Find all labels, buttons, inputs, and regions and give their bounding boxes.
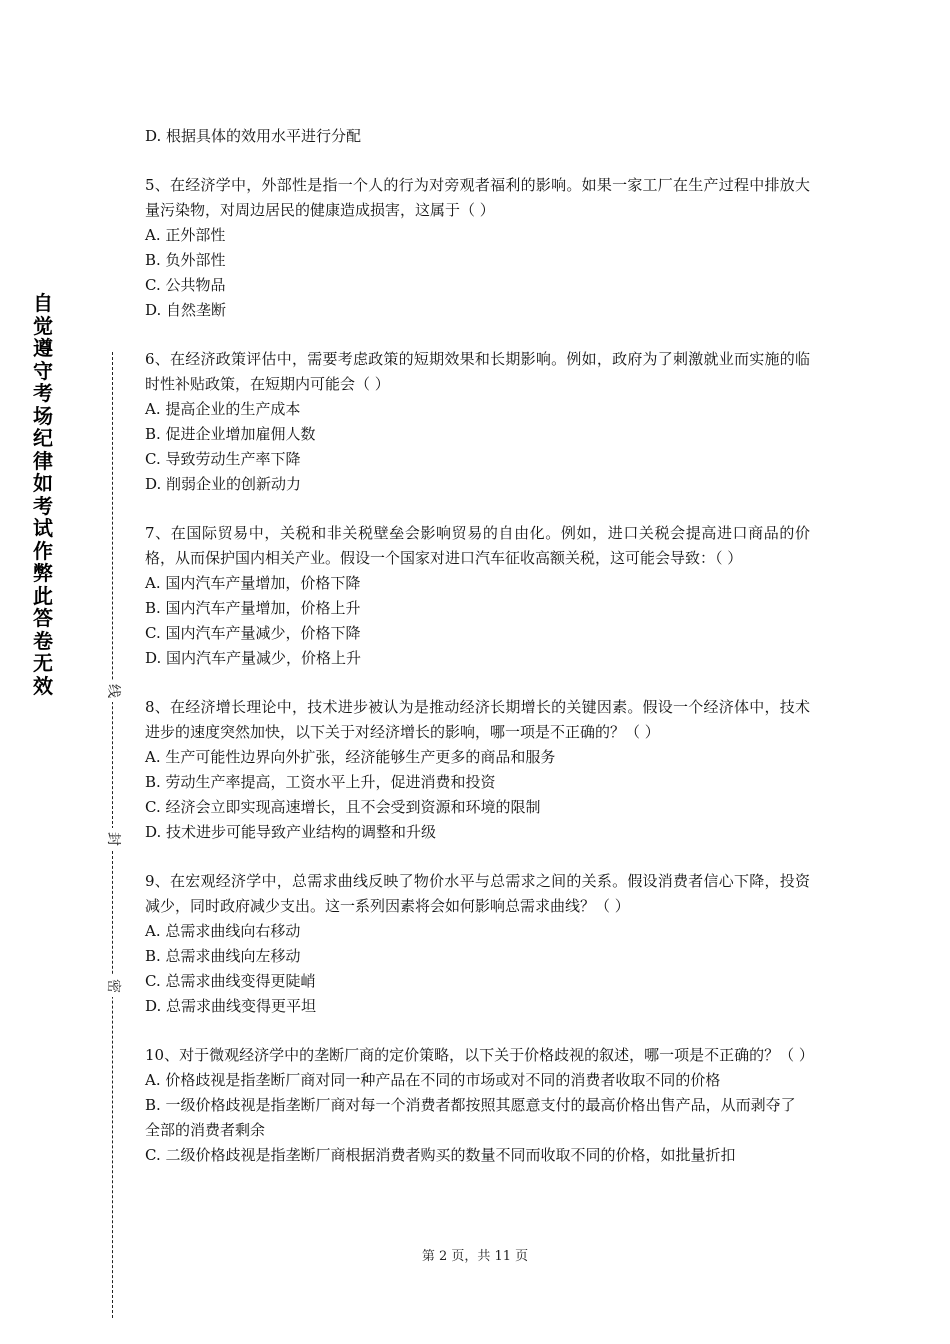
option-b: B. 一级价格歧视是指垄断厂商对每一个消费者都按照其愿意支付的最高价格出售产品，从而剥夺了全部的消费者剩余: [145, 1096, 796, 1139]
option-b: B. 国内汽车产量增加，价格上升: [145, 599, 361, 617]
option-c: C. 经济会立即实现高速增长，且不会受到资源和环境的限制: [145, 798, 541, 816]
option-a: A. 总需求曲线向右移动: [145, 922, 301, 940]
option-d: D. 自然垄断: [145, 301, 227, 319]
option-a: A. 生产可能性边界向外扩张，经济能够生产更多的商品和服务: [145, 748, 556, 766]
option-c: C. 二级价格歧视是指垄断厂商根据消费者购买的数量不同而收取不同的价格，如批量折扣: [145, 1146, 736, 1164]
option-a: A. 价格歧视是指垄断厂商对同一种产品在不同的市场或对不同的消费者收取不同的价格: [145, 1071, 721, 1089]
option-c: C. 总需求曲线变得更陡峭: [145, 972, 316, 990]
option-b: B. 促进企业增加雇佣人数: [145, 425, 316, 443]
option-b: B. 总需求曲线向左移动: [145, 947, 301, 965]
question-stem: 9、在宏观经济学中，总需求曲线反映了物价水平与总需求之间的关系。假设消费者信心下降，投资减少，同时政府减少支出。这一系列因素将会如何影响总需求曲线？（ ）: [145, 872, 810, 915]
question-8: [145, 695, 810, 845]
exam-discipline-warning: 自觉遵守考场纪律如考试作弊此答卷无效: [33, 291, 53, 698]
question-list: [145, 124, 814, 1192]
option-b: B. 劳动生产率提高，工资水平上升，促进消费和投资: [145, 773, 496, 791]
question-6: [145, 347, 810, 497]
option-b: B. 负外部性: [145, 251, 226, 269]
option-c: C. 公共物品: [145, 276, 226, 294]
option-a: A. 正外部性: [145, 226, 226, 244]
question-9: [145, 869, 810, 1019]
page-number: 第 2 页，共 11 页: [421, 1249, 529, 1264]
question-stem: 6、在经济政策评估中，需要考虑政策的短期效果和长期影响。例如，政府为了刺激就业而实施的临时性补贴政策，在短期内可能会（ ）: [145, 350, 810, 393]
option-c: C. 导致劳动生产率下降: [145, 450, 301, 468]
binding-mark-feng: 封: [103, 828, 123, 850]
previous-question-tail: [145, 124, 810, 149]
option-d: D. 国内汽车产量减少，价格上升: [145, 649, 362, 667]
option-d: D. 技术进步可能导致产业结构的调整和升级: [145, 823, 437, 841]
option-d: D. 总需求曲线变得更平坦: [145, 997, 317, 1015]
option-d: D. 根据具体的效用水平进行分配: [145, 127, 362, 145]
option-d: D. 削弱企业的创新动力: [145, 475, 302, 493]
option-a: A. 提高企业的生产成本: [145, 400, 301, 418]
question-stem: 8、在经济增长理论中，技术进步被认为是推动经济长期增长的关键因素。假设一个经济体中，技术进步的速度突然加快，以下关于对经济增长的影响，哪一项是不正确的？（ ）: [145, 698, 810, 741]
question-stem: 10、对于微观经济学中的垄断厂商的定价策略，以下关于价格歧视的叙述，哪一项是不正确的？（ ）: [145, 1046, 814, 1064]
question-7: [145, 521, 810, 671]
binding-mark-mi: 密: [103, 975, 123, 997]
question-stem: 7、在国际贸易中，关税和非关税壁垒会影响贸易的自由化。例如，进口关税会提高进口商品的价格，从而保护国内相关产业。假设一个国家对进口汽车征收高额关税，这可能会导致：（ ）: [145, 524, 810, 567]
binding-mark-xian: 线: [103, 680, 123, 702]
question-10: [145, 1043, 814, 1168]
question-stem: 5、在经济学中，外部性是指一个人的行为对旁观者福利的影响。如果一家工厂在生产过程中排放大量污染物，对周边居民的健康造成损害，这属于（ ）: [145, 176, 810, 219]
question-5: [145, 173, 810, 323]
option-a: A. 国内汽车产量增加，价格下降: [145, 574, 361, 592]
option-c: C. 国内汽车产量减少，价格下降: [145, 624, 361, 642]
